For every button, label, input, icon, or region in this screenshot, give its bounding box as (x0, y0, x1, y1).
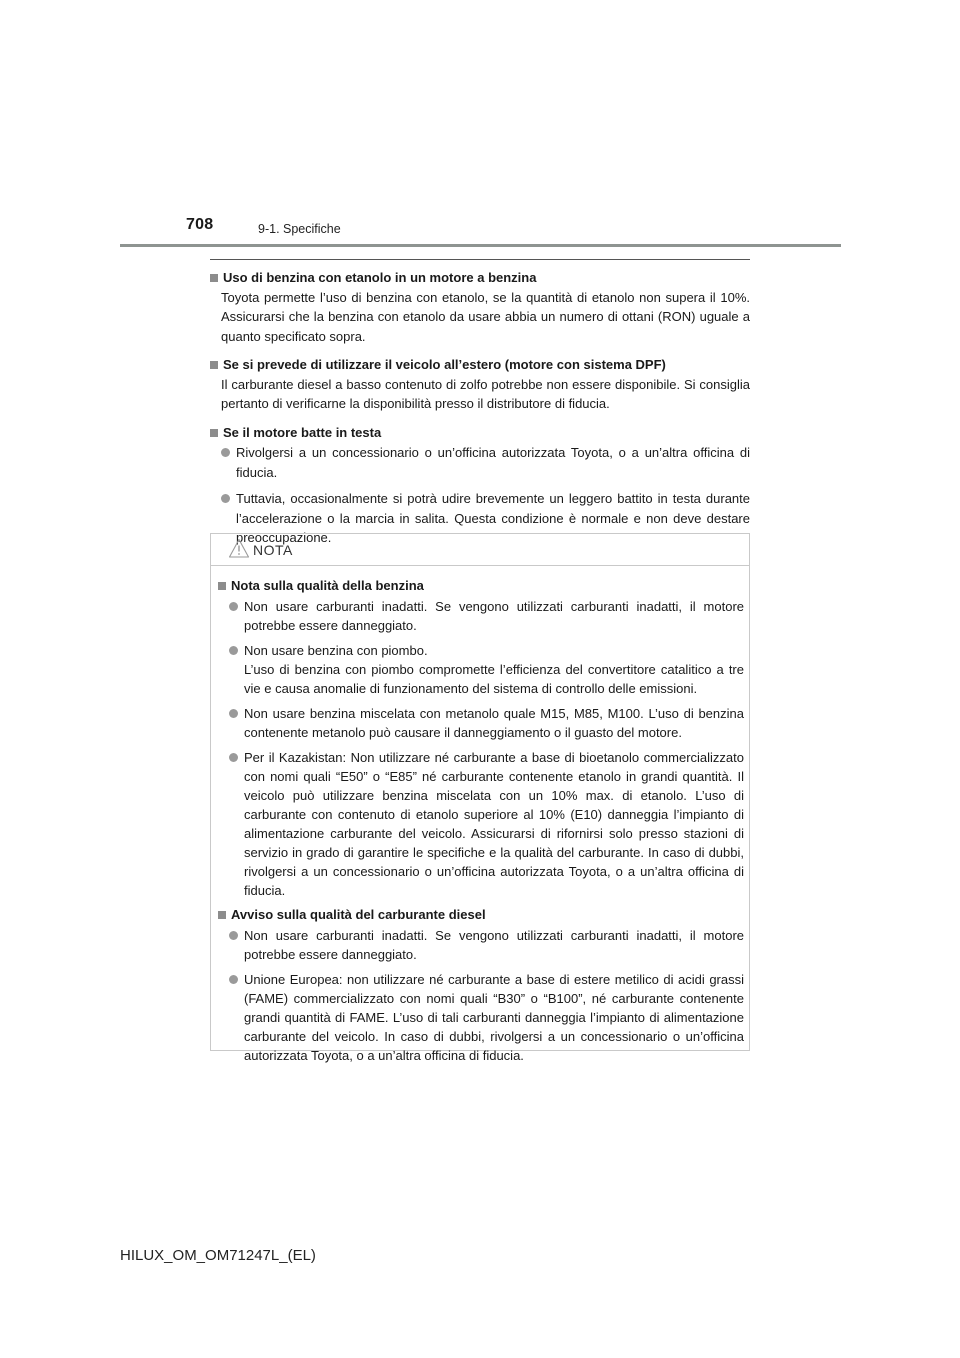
nota-header (211, 534, 749, 566)
section-heading (210, 268, 750, 288)
section-title: Se il motore batte in testa (223, 424, 382, 440)
top-rule (210, 259, 750, 260)
header-rule (120, 244, 841, 247)
square-bullet-icon (210, 274, 218, 282)
list-item-text: Rivolgersi a un concessionario o un’officina autorizzata Toyota, o a un’altra officina di fiducia. (236, 445, 750, 480)
square-bullet-icon (218, 582, 226, 590)
round-bullet-icon (229, 975, 238, 984)
section-text: Il carburante diesel a basso contenuto di zolfo potrebbe non essere disponibile. Si consiglia pertanto di verificarne la disponibilità presso il distributore di fiducia. (221, 376, 750, 411)
list-item-text: Per il Kazakistan: Non utilizzare né carburante a base di bioetanolo commercializzato con nomi quali “E50” o “E85” né carburante contenente etanolo in grandi quantità. Il veicolo può utilizzare benzina miscelata con un 10% max. di etanolo. L’uso di carburante con contenuto di etanolo superiore al 10% (E10) danneggia l’impianto di alimentazione carburante del veicolo. Assicurarsi di rifornirsi solo presso stazioni di servizio in grado di garantire le specifiche e la qualità del carburante. In caso di dubbi, rivolgersi a un concessionario o un’officina autorizzata Toyota, o a un’altra officina di fiducia. (244, 750, 744, 898)
list-item (229, 970, 744, 1065)
list-item (221, 443, 750, 482)
list-item-text: Non usare benzina miscelata con metanolo quale M15, M85, M100. L’uso di benzina contenente metanolo può causare il danneggiamento o il guasto del motore. (244, 706, 744, 740)
section-title: Se si prevede di utilizzare il veicolo all’estero (motore con sistema DPF) (223, 357, 666, 372)
list-item (229, 597, 744, 635)
nota-title: NOTA (253, 542, 293, 558)
round-bullet-icon (229, 709, 238, 718)
section-text: Toyota permette l’uso di benzina con etanolo, se la quantità di etanolo non supera il 10%. Assicurarsi che la benzina con etanolo da usare abbia un numero di ottani (RON) uguale a quanto specificato sopra. (221, 289, 750, 344)
square-bullet-icon (218, 911, 226, 919)
square-bullet-icon (210, 361, 218, 369)
round-bullet-icon (229, 602, 238, 611)
list-item-text: Non usare carburanti inadatti. Se vengono utilizzati carburanti inadatti, il motore potrebbe essere danneggiato. (244, 599, 744, 633)
list-item (229, 704, 744, 742)
round-bullet-icon (229, 931, 238, 940)
section-heading (210, 423, 750, 443)
list-item-text: Unione Europea: non utilizzare né carburante a base di estere metilico di acidi grassi (FAME) commercializzato con nomi quali “B30” o “B100”, né carburante contenente grandi quantità di FAME. L’uso di tali carburanti danneggia l’impianto di alimentazione carburante del veicolo. In caso di dubbi, rivolgersi a un concessionario o un’officina autorizzata Toyota, o a un’altra officina di fiducia. (244, 972, 744, 1063)
page-number: 708 (186, 216, 214, 233)
nota-section-title: Nota sulla qualità della benzina (231, 578, 424, 593)
section-title: Uso di benzina con etanolo in un motore a benzina (223, 270, 537, 285)
list-item-text: Tuttavia, occasionalmente si potrà udire brevemente un leggero battito in testa durante l’accelerazione o la marcia in salita. Questa condizione è normale e non deve destare preoccupazione. (236, 491, 750, 545)
nota-section-heading (218, 905, 744, 924)
section-label: 9-1. Specifiche (258, 222, 341, 236)
nota-section-heading (218, 576, 744, 595)
list-item (229, 641, 744, 698)
round-bullet-icon (221, 494, 230, 503)
main-content (210, 268, 750, 548)
warning-triangle-icon (228, 538, 250, 559)
round-bullet-icon (229, 646, 238, 655)
list-item (229, 748, 744, 900)
round-bullet-icon (229, 753, 238, 762)
nota-content (218, 576, 744, 1065)
nota-section-title: Avviso sulla qualità del carburante diesel (231, 907, 486, 922)
round-bullet-icon (221, 448, 230, 457)
document-code: HILUX_OM_OM71247L_(EL) (120, 1247, 316, 1264)
square-bullet-icon (210, 429, 218, 437)
list-item-text: Non usare benzina con piombo. L’uso di benzina con piombo compromette l’efficienza del convertitore catalitico a tre vie e causa anomalie di funzionamento del sistema di controllo delle emissioni. (244, 643, 744, 696)
nota-box (210, 533, 750, 1063)
list-item (229, 926, 744, 964)
list-item-text: Non usare carburanti inadatti. Se vengono utilizzati carburanti inadatti, il motore potrebbe essere danneggiato. (244, 928, 744, 962)
section-heading (210, 355, 750, 375)
